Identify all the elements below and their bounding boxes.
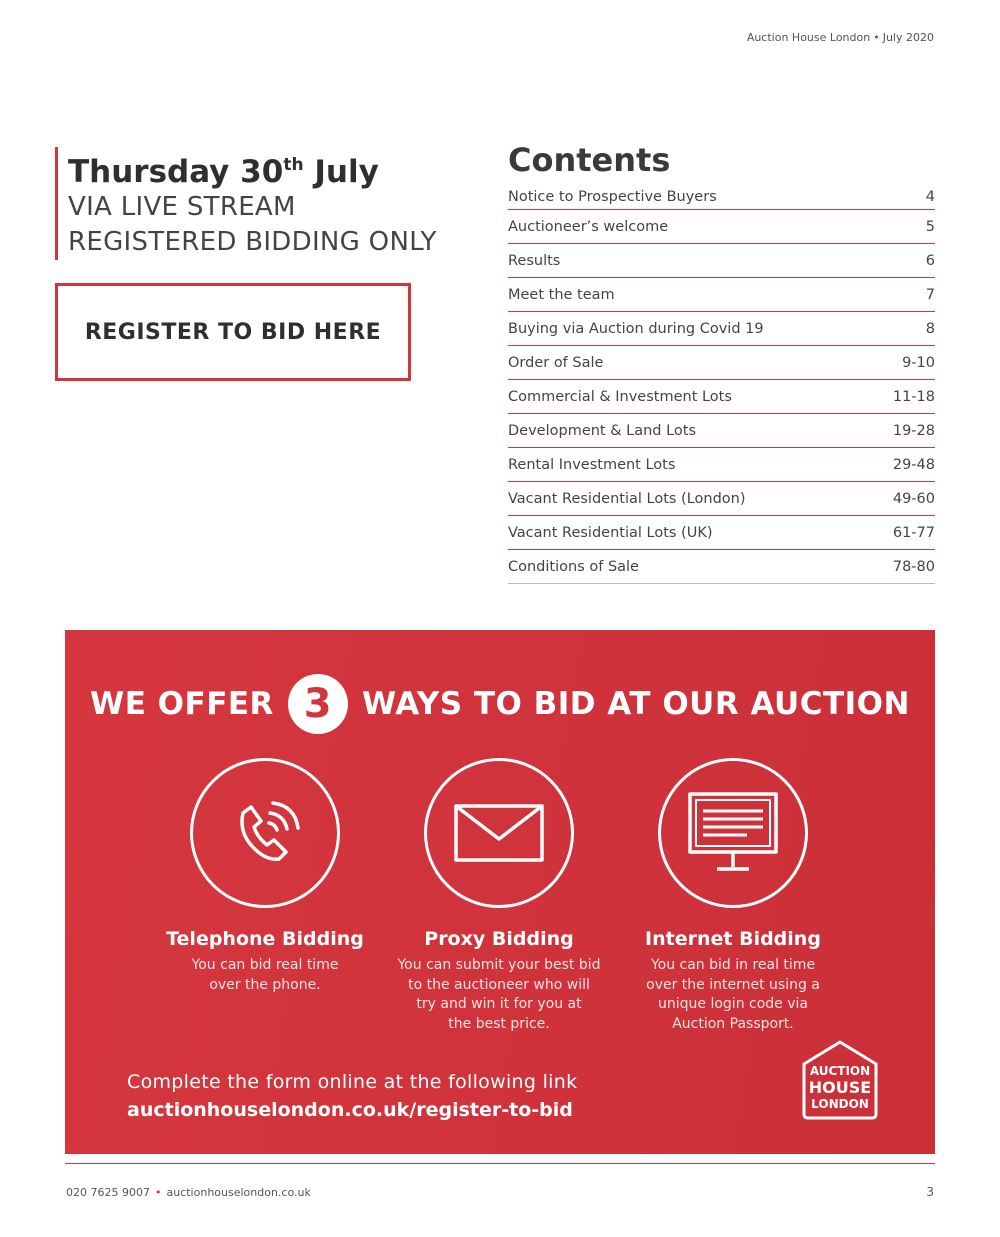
contents-title: Contents: [508, 141, 671, 179]
event-info: [55, 147, 437, 260]
toc-row[interactable]: Meet the team 7: [508, 278, 935, 312]
event-date: Thursday 30th July: [68, 154, 379, 190]
toc-row[interactable]: Results 6: [508, 244, 935, 278]
header-date: July 2020: [882, 31, 934, 44]
header-meta: [747, 31, 934, 44]
footer-contact: [66, 1186, 311, 1199]
toc-row[interactable]: Vacant Residential Lots (London) 49-60: [508, 482, 935, 516]
toc-row[interactable]: Notice to Prospective Buyers 4: [508, 184, 935, 210]
toc-row[interactable]: Auctioneer’s welcome 5: [508, 210, 935, 244]
register-cta: [127, 1068, 577, 1124]
toc-row[interactable]: Commercial & Investment Lots 11-18: [508, 380, 935, 414]
toc-row[interactable]: Order of Sale 9-10: [508, 346, 935, 380]
method-description: You can bid real time over the phone.: [191, 957, 339, 993]
auction-house-london-logo: AUCTION HOUSE LONDON: [802, 1040, 878, 1120]
page-number: 3: [926, 1185, 934, 1199]
panel-headline: WE OFFER 3 WAYS TO BID AT OUR AUCTION: [65, 674, 935, 734]
separator-dot: •: [873, 31, 880, 44]
cta-label: Complete the form online at the following link: [127, 1071, 578, 1093]
toc-row[interactable]: Vacant Residential Lots (UK) 61-77: [508, 516, 935, 550]
telephone-bidding: [145, 758, 385, 995]
contents-list: [508, 184, 935, 584]
event-line-2: REGISTERED BIDDING ONLY: [68, 227, 437, 257]
internet-bidding: [613, 758, 853, 1034]
toc-row[interactable]: Conditions of Sale 78-80: [508, 550, 935, 584]
method-title: Internet Bidding: [645, 928, 821, 950]
footer-website[interactable]: auctionhouselondon.co.uk: [166, 1186, 311, 1199]
footer-divider: [65, 1163, 935, 1164]
envelope-icon: [424, 758, 574, 908]
register-link[interactable]: auctionhouselondon.co.uk/register-to-bid: [127, 1099, 573, 1121]
footer-phone: 020 7625 9007: [66, 1186, 150, 1199]
number-badge: 3: [288, 674, 348, 734]
telephone-icon: [190, 758, 340, 908]
toc-row[interactable]: Development & Land Lots 19-28: [508, 414, 935, 448]
toc-row[interactable]: Buying via Auction during Covid 19 8: [508, 312, 935, 346]
register-to-bid-button[interactable]: REGISTER TO BID HERE: [55, 283, 411, 381]
method-title: Telephone Bidding: [166, 928, 364, 950]
proxy-bidding: [379, 758, 619, 1034]
toc-row[interactable]: Rental Investment Lots 29-48: [508, 448, 935, 482]
method-description: You can bid in real time over the internet using a unique login code via Auction Passport.: [646, 957, 820, 1032]
header-brand: Auction House London: [746, 31, 871, 44]
bidding-options-panel: [65, 630, 935, 1154]
date-suffix: th: [283, 155, 304, 175]
monitor-icon: [658, 758, 808, 908]
separator-dot: •: [154, 1186, 162, 1199]
event-line-1: VIA LIVE STREAM: [68, 192, 296, 222]
method-description: You can submit your best bid to the auctioneer who will try and win it for you at the best price.: [397, 957, 601, 1032]
method-title: Proxy Bidding: [424, 928, 574, 950]
contents-section: [508, 140, 935, 584]
